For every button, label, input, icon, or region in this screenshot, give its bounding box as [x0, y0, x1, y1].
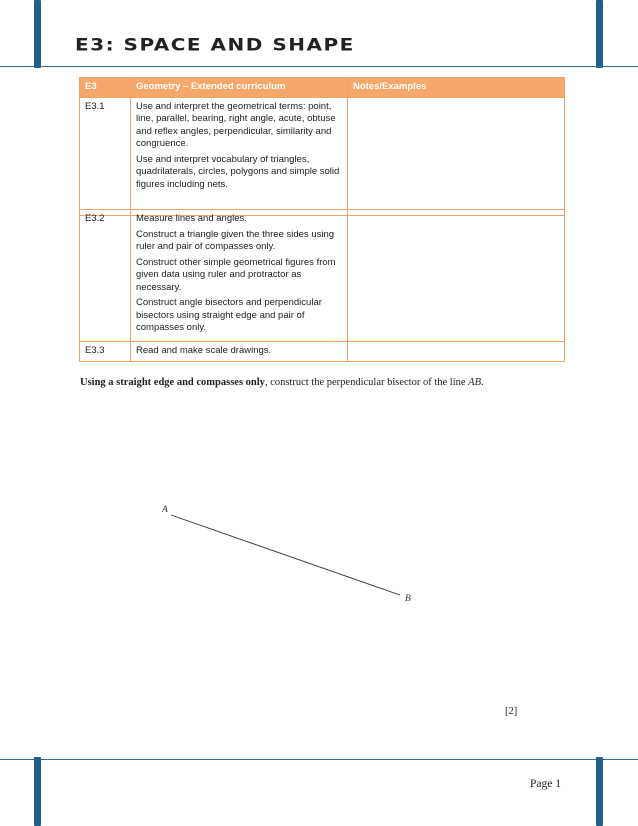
row-notes — [348, 97, 565, 215]
question-text — [80, 377, 484, 388]
table-row — [80, 210, 565, 342]
top-right-bar — [596, 0, 603, 68]
page-number: Page 1 — [530, 778, 561, 790]
page-title: E3: SPACE AND SHAPE — [75, 34, 355, 55]
question-bold: Using a straight edge and compasses only — [80, 377, 265, 388]
row-content — [131, 210, 348, 342]
row-content — [131, 342, 348, 362]
question-body: , construct the perpendicular bisector of the line — [264, 377, 469, 388]
table-header-row — [80, 78, 565, 98]
content-paragraph: Measure lines and angles. — [136, 213, 247, 224]
content-paragraph: Construct angle bisectors and perpendicular bisectors using straight edge and pair of compasses only. — [136, 297, 322, 333]
content-paragraph: Construct other simple geometrical figures from given data using ruler and protractor as necessary. — [136, 256, 336, 293]
content-paragraph: Use and interpret vocabulary of triangles, quadrilaterals, circles, polygons and simple solid figures including nets. — [136, 153, 340, 190]
header-topic: Geometry – Extended curriculum — [131, 78, 348, 98]
point-a-label: A — [162, 505, 168, 515]
content-paragraph: Use and interpret the geometrical terms: point, line, parallel, bearing, right angle, acute, obtuse and reflex angles, perpendicular, similarity and congruence. — [136, 100, 336, 149]
row-code: E3.2 — [80, 210, 131, 342]
point-b-label: B — [405, 594, 411, 604]
bottom-left-bar — [34, 757, 41, 826]
row-notes — [348, 342, 565, 362]
question-line-name: AB — [468, 377, 481, 388]
syllabus-table-1 — [79, 77, 565, 216]
row-content — [131, 97, 348, 215]
content-paragraph: Read and make scale drawings. — [136, 345, 272, 356]
content-paragraph: Construct a triangle given the three sides using ruler and pair of compasses only. — [136, 228, 335, 252]
question-end: . — [480, 377, 484, 388]
row-code: E3.1 — [80, 97, 131, 215]
table-row — [80, 342, 565, 362]
row-code: E3.3 — [80, 342, 131, 362]
marks-label: [2] — [505, 706, 518, 717]
header-rule — [0, 66, 638, 67]
line-ab — [171, 515, 400, 595]
table-row — [80, 97, 565, 215]
header-code: E3 — [80, 78, 131, 98]
syllabus-table-2 — [79, 209, 565, 362]
footer-rule — [0, 759, 638, 760]
header-notes: Notes/Examples — [348, 78, 565, 98]
row-notes — [348, 210, 565, 342]
bottom-right-bar — [596, 757, 603, 826]
top-left-bar — [34, 0, 41, 68]
